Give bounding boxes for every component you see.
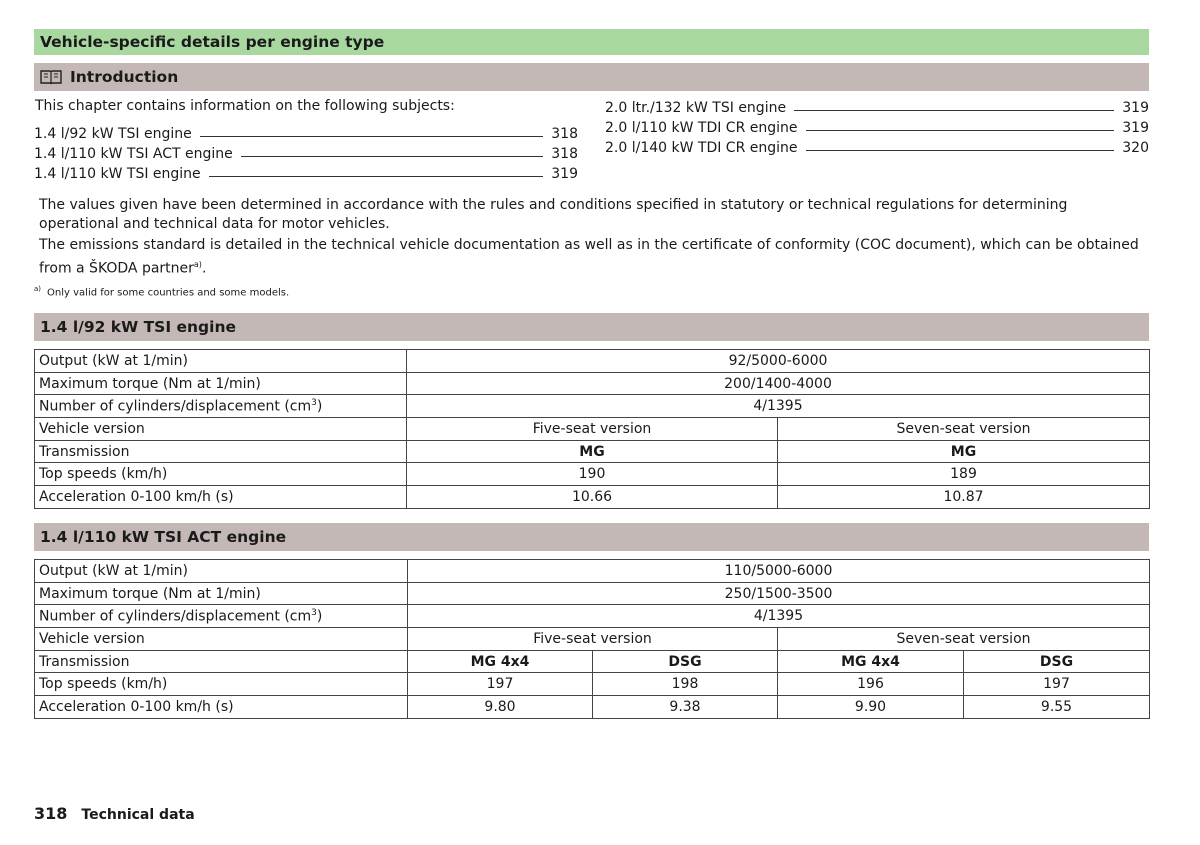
row-label: Number of cylinders/displacement $(cm^3)$ bbox=[35, 395, 407, 418]
row-label: Maximum torque (Nm at 1/min) bbox=[35, 582, 408, 605]
engine1-spec-table bbox=[34, 349, 1150, 509]
toc-item[interactable]: 1.4 l/110 kW TSI engine 319 bbox=[34, 166, 578, 182]
footnote: $^{a)}$ Only valid for some countries and some models. bbox=[34, 285, 290, 299]
toc-item[interactable]: 2.0 l/140 kW TDI CR engine 320 bbox=[605, 140, 1149, 156]
table-row bbox=[35, 560, 1150, 583]
row-label: Transmission bbox=[35, 440, 407, 463]
table-cell: 4/1395 bbox=[408, 605, 1150, 628]
footnote-ref[interactable]: a) bbox=[193, 260, 202, 269]
page-number: 318 bbox=[34, 804, 68, 823]
toc-left bbox=[34, 122, 578, 182]
table-cell: MG bbox=[778, 440, 1150, 463]
table-cell: 10.87 bbox=[778, 486, 1150, 509]
table-cell: 196 bbox=[778, 673, 964, 696]
table-cell: 198 bbox=[593, 673, 778, 696]
row-label: Number of cylinders/displacement $(cm^3)$ bbox=[35, 605, 408, 628]
engine2-spec-table bbox=[34, 559, 1150, 719]
row-label: Maximum torque (Nm at 1/min) bbox=[35, 372, 407, 395]
row-label: Output (kW at 1/min) bbox=[35, 350, 407, 373]
table-cell: 92/5000-6000 bbox=[407, 350, 1150, 373]
intro-paragraph-1: The values given have been determined in accordance with the rules and conditions specified in statutory or technical regulations for determining operational and technical data for motor vehicles. bbox=[39, 197, 1068, 232]
table-row bbox=[35, 650, 1150, 673]
table-cell: MG 4x4 bbox=[778, 650, 964, 673]
section-title: Vehicle-specific details per engine type bbox=[34, 29, 1149, 55]
table-cell: 10.66 bbox=[407, 486, 778, 509]
table-cell: 197 bbox=[408, 673, 593, 696]
row-label: Acceleration 0-100 km/h (s) bbox=[35, 696, 408, 719]
table-cell: 9.80 bbox=[408, 696, 593, 719]
row-label: Vehicle version bbox=[35, 628, 408, 651]
row-label: Transmission bbox=[35, 650, 408, 673]
footer-section: Technical data bbox=[81, 807, 195, 823]
row-label: Vehicle version bbox=[35, 418, 407, 441]
intro-heading: Introduction bbox=[70, 68, 179, 86]
table-cell: Seven-seat version bbox=[778, 418, 1150, 441]
engine2-title: 1.4 l/110 kW TSI ACT engine bbox=[34, 523, 1149, 551]
table-cell: 190 bbox=[407, 463, 778, 486]
table-cell: Five-seat version bbox=[408, 628, 778, 651]
row-label: Acceleration 0-100 km/h (s) bbox=[35, 486, 407, 509]
book-icon bbox=[40, 69, 62, 89]
toc-item[interactable]: 1.4 l/92 kW TSI engine 318 bbox=[34, 126, 578, 142]
table-row bbox=[35, 696, 1150, 719]
table-cell: 197 bbox=[964, 673, 1150, 696]
table-row bbox=[35, 463, 1150, 486]
row-label: Output (kW at 1/min) bbox=[35, 560, 408, 583]
intro-lead: This chapter contains information on the following subjects: bbox=[35, 98, 455, 114]
table-cell: 250/1500-3500 bbox=[408, 582, 1150, 605]
table-cell: DSG bbox=[964, 650, 1150, 673]
table-row bbox=[35, 605, 1150, 628]
row-label: Top speeds (km/h) bbox=[35, 673, 408, 696]
toc-right bbox=[605, 96, 1149, 156]
table-cell: 4/1395 bbox=[407, 395, 1150, 418]
table-cell: MG bbox=[407, 440, 778, 463]
engine1-title: 1.4 l/92 kW TSI engine bbox=[34, 313, 1149, 341]
table-row bbox=[35, 418, 1150, 441]
intro-paragraph-2: The emissions standard is detailed in the technical vehicle documentation as well as in the certificate of conformity (COC document), which can be obtained from a ŠKODA partner$^{a)}$. bbox=[39, 237, 1139, 277]
table-cell: MG 4x4 bbox=[408, 650, 593, 673]
table-cell: DSG bbox=[593, 650, 778, 673]
intro-heading-bar bbox=[34, 63, 1149, 91]
page-footer bbox=[34, 804, 195, 823]
table-cell: 9.55 bbox=[964, 696, 1150, 719]
table-cell: 200/1400-4000 bbox=[407, 372, 1150, 395]
table-row bbox=[35, 673, 1150, 696]
table-cell: 9.90 bbox=[778, 696, 964, 719]
table-row bbox=[35, 350, 1150, 373]
toc-item[interactable]: 2.0 ltr./132 kW TSI engine 319 bbox=[605, 100, 1149, 116]
table-row bbox=[35, 440, 1150, 463]
table-cell: 9.38 bbox=[593, 696, 778, 719]
table-cell: 189 bbox=[778, 463, 1150, 486]
table-row bbox=[35, 628, 1150, 651]
table-row bbox=[35, 372, 1150, 395]
table-cell: Seven-seat version bbox=[778, 628, 1150, 651]
table-row bbox=[35, 582, 1150, 605]
table-row bbox=[35, 486, 1150, 509]
table-cell: Five-seat version bbox=[407, 418, 778, 441]
toc-item[interactable]: 1.4 l/110 kW TSI ACT engine 318 bbox=[34, 146, 578, 162]
table-cell: 110/5000-6000 bbox=[408, 560, 1150, 583]
table-row bbox=[35, 395, 1150, 418]
row-label: Top speeds (km/h) bbox=[35, 463, 407, 486]
toc-item[interactable]: 2.0 l/110 kW TDI CR engine 319 bbox=[605, 120, 1149, 136]
